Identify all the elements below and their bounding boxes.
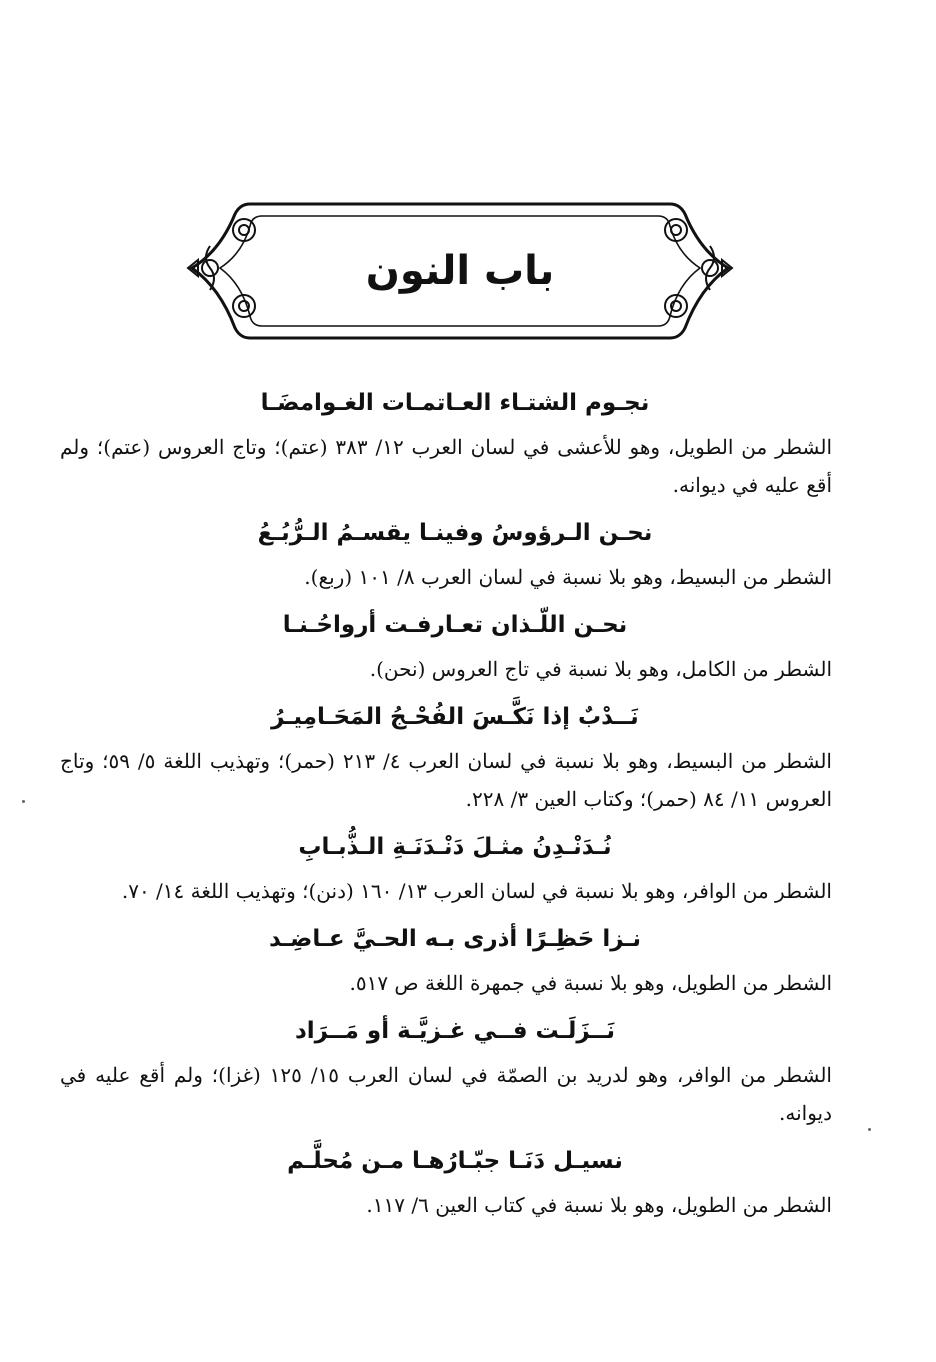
verse-note: الشطر من الطويل، وهو للأعشى في لسان العرب ١٢/ ٣٨٣ (عتم)؛ وتاج العروس (عتم)؛ ولم أقع عليه في ديوانه. [60,435,833,497]
verse-note: الشطر من البسيط، وهو بلا نسبة في لسان العرب ٨/ ١٠١ (ربع). [304,565,832,589]
scan-speck [22,800,25,803]
verse-note: الشطر من البسيط، وهو بلا نسبة في لسان العرب ٤/ ٢١٣ (حمر)؛ وتهذيب اللغة ٥/ ٥٩؛ وتاج العروس ١١/ ٨٤ (حمر)؛ وكتاب العين ٣/ ٢٢٨. [60,749,832,811]
verse-line: نَــدْبٌ إذا نَكَّـسَ الفُحْـجُ المَحَـامِيـرُ [271,704,639,730]
verse-line: نحـن الـرؤوسُ وفينـا يقسـمُ الـرُّبُـعُ [257,520,653,546]
verse-line: نجـوم الشتـاء العـاتمـات الغـوامضَـا [260,390,650,416]
entry [60,1136,850,1224]
chapter-title: باب النون [365,248,555,294]
verse-note: الشطر من الوافر، وهو لدريد بن الصمّة في لسان العرب ١٥/ ١٢٥ (غزا)؛ ولم أقع عليه في ديوانه. [60,1063,832,1125]
verse-line: نُـدَنْـدِنُ مثـلَ دَنْـدَنَـةِ الـذُّبـابِ [298,834,612,860]
entry-list [60,378,850,1228]
verse-line: نحـن اللّـذان تعـارفـت أرواحُـنـا [282,612,628,638]
entry [60,1006,850,1132]
verse-line: نَــزَلَـت فــي غـزيَّـة أو مَــرَاد [294,1018,616,1044]
verse-note: الشطر من الكامل، وهو بلا نسبة في تاج العروس (نحن). [369,657,832,681]
chapter-title-frame [180,196,740,346]
verse-note: الشطر من الطويل، وهو بلا نسبة في جمهرة اللغة ص ٥١٧. [349,971,832,995]
scan-speck [868,1128,871,1131]
entry [60,914,850,1002]
entry [60,508,850,596]
entry [60,692,850,818]
verse-note: الشطر من الطويل، وهو بلا نسبة في كتاب العين ٦/ ١١٧. [366,1193,832,1217]
verse-note: الشطر من الوافر، وهو بلا نسبة في لسان العرب ١٣/ ١٦٠ (دنن)؛ وتهذيب اللغة ١٤/ ٧٠. [121,879,832,903]
entry [60,600,850,688]
entry [60,378,850,504]
entry [60,822,850,910]
verse-line: نسيـل دَنَـا جبّـارُهـا مـن مُحلَّـم [287,1148,623,1174]
verse-line: نـزا حَظِـرًا أذرى بـه الحـيَّ عـاضِـد [268,926,642,952]
